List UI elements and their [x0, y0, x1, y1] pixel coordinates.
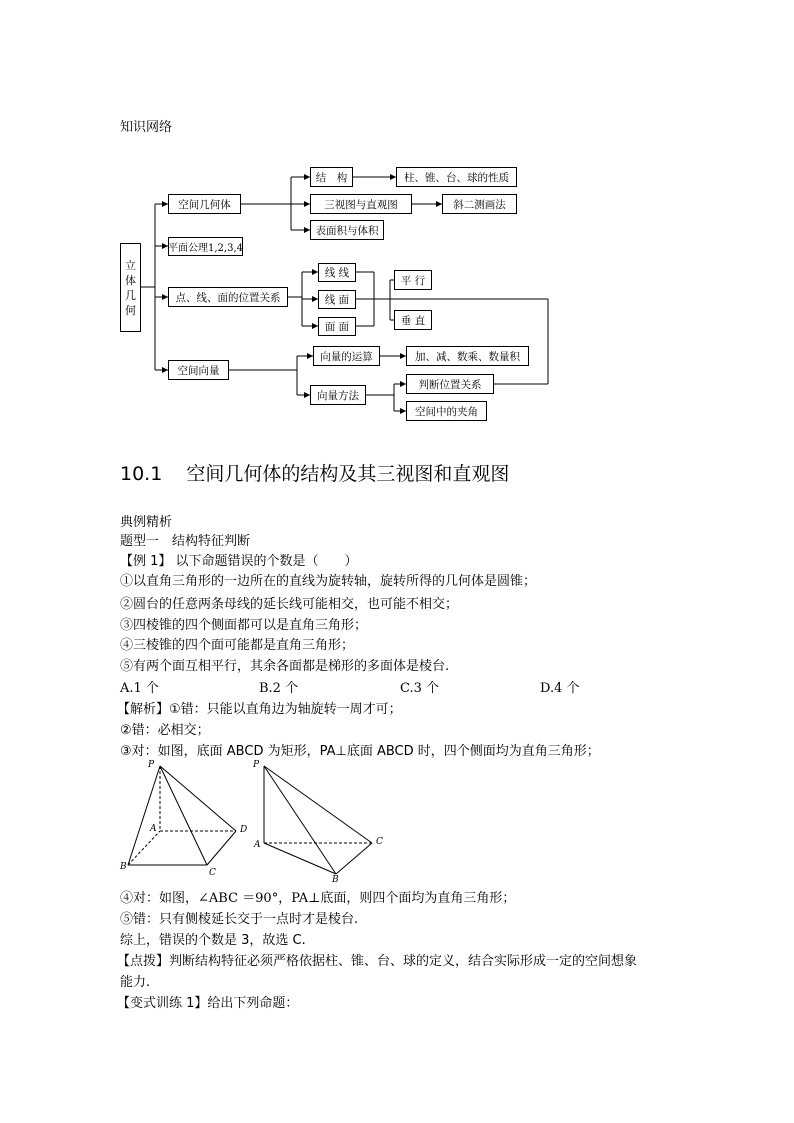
node-line-line: 线 线	[318, 263, 356, 282]
label-c2: C	[376, 837, 383, 847]
label-d1: D	[240, 825, 248, 835]
label-c1: C	[209, 868, 216, 878]
option-c: C.3 个	[400, 681, 440, 696]
analysis-line-1: 【解析】①错：只能以直角边为轴旋转一周才可；	[117, 702, 402, 717]
label-a2: A	[254, 840, 261, 850]
variant-training-heading: 【变式训练 1】给出下列命题：	[117, 996, 299, 1011]
option-a: A.1 个	[120, 681, 159, 696]
proposition-5: ⑤有两个面互相平行，其余各面都是梯形的多面体是棱台.	[120, 659, 450, 674]
analysis-line-4: ④对：如图，∠ABC ＝90°，PA⊥底面，则四个面均为直角三角形；	[120, 891, 516, 906]
analysis-line-2: ②错：必相交；	[120, 723, 210, 738]
node-vector-ops: 向量的运算	[313, 346, 380, 366]
label-b2: B	[332, 875, 339, 885]
node-space-vector: 空间向量	[168, 360, 229, 380]
node-line-plane: 线 面	[318, 290, 356, 309]
node-plane-plane: 面 面	[318, 317, 356, 336]
node-spatial-angle: 空间中的夹角	[406, 401, 487, 421]
conclusion-line: 综上，错误的个数是 3，故选 C.	[120, 933, 306, 948]
label-p1: P	[148, 760, 155, 770]
proposition-3: ③四棱锥的四个侧面都可以是直角三角形；	[120, 618, 368, 633]
label-b1: B	[120, 862, 127, 872]
section-number: 10.1	[120, 463, 163, 485]
root-char: 体	[125, 273, 136, 287]
proposition-4: ④三棱锥的四个面可能都是直角三角形；	[120, 638, 355, 653]
diagram-lines	[0, 0, 794, 460]
node-structure-props: 柱、锥、台、球的性质	[396, 167, 517, 187]
node-parallel: 平 行	[394, 270, 432, 290]
root-char: 立	[125, 258, 136, 272]
node-oblique: 斜二测画法	[442, 194, 517, 214]
node-perpendicular: 垂 直	[394, 310, 432, 330]
root-char: 何	[125, 303, 136, 317]
knowledge-network-title: 知识网络	[120, 120, 173, 135]
root-char: 几	[125, 288, 136, 302]
label-p2: P	[253, 760, 260, 770]
proposition-1: ①以直角三角形的一边所在的直线为旋转轴，旋转所得的几何体是圆锥；	[120, 574, 537, 589]
node-judge-position: 判断位置关系	[406, 374, 494, 394]
node-structure: 结 构	[310, 167, 353, 187]
tip-line-2: 能力.	[120, 975, 151, 990]
root-box	[120, 243, 141, 332]
node-vector-ops-list: 加、减、数乘、数量积	[406, 346, 529, 366]
example-heading: 典例精析	[120, 515, 173, 530]
section-heading	[120, 459, 509, 486]
node-positions: 点、线、面的位置关系	[168, 287, 288, 307]
tip-line-1: 【点拨】判断结构特征必须严格依据柱、锥、台、球的定义，结合实际形成一定的空间想象	[117, 954, 638, 969]
option-d: D.4 个	[540, 681, 580, 696]
node-vector-method: 向量方法	[310, 385, 366, 405]
analysis-line-5: ⑤错：只有侧棱延长交于一点时才是棱台.	[120, 912, 359, 927]
topic-heading: 题型一 结构特征判断	[120, 534, 251, 549]
label-a1: A	[150, 824, 157, 834]
proposition-2: ②圆台的任意两条母线的延长线可能相交，也可能不相交；	[120, 597, 459, 612]
node-area-volume: 表面积与体积	[310, 220, 384, 240]
analysis-line-3: ③对：如图，底面 ABCD 为矩形，PA⊥底面 ABCD 时，四个侧面均为直角三角形；	[120, 744, 600, 759]
example-question: 【例 1】 以下命题错误的个数是（ ）	[120, 554, 358, 569]
node-axioms: 平面公理1,2,3,4	[168, 237, 243, 256]
option-b: B.2 个	[259, 681, 299, 696]
section-title: 空间几何体的结构及其三视图和直观图	[186, 463, 510, 485]
node-three-views: 三视图与直观图	[310, 194, 412, 214]
node-spatial-solid: 空间几何体	[168, 194, 241, 214]
